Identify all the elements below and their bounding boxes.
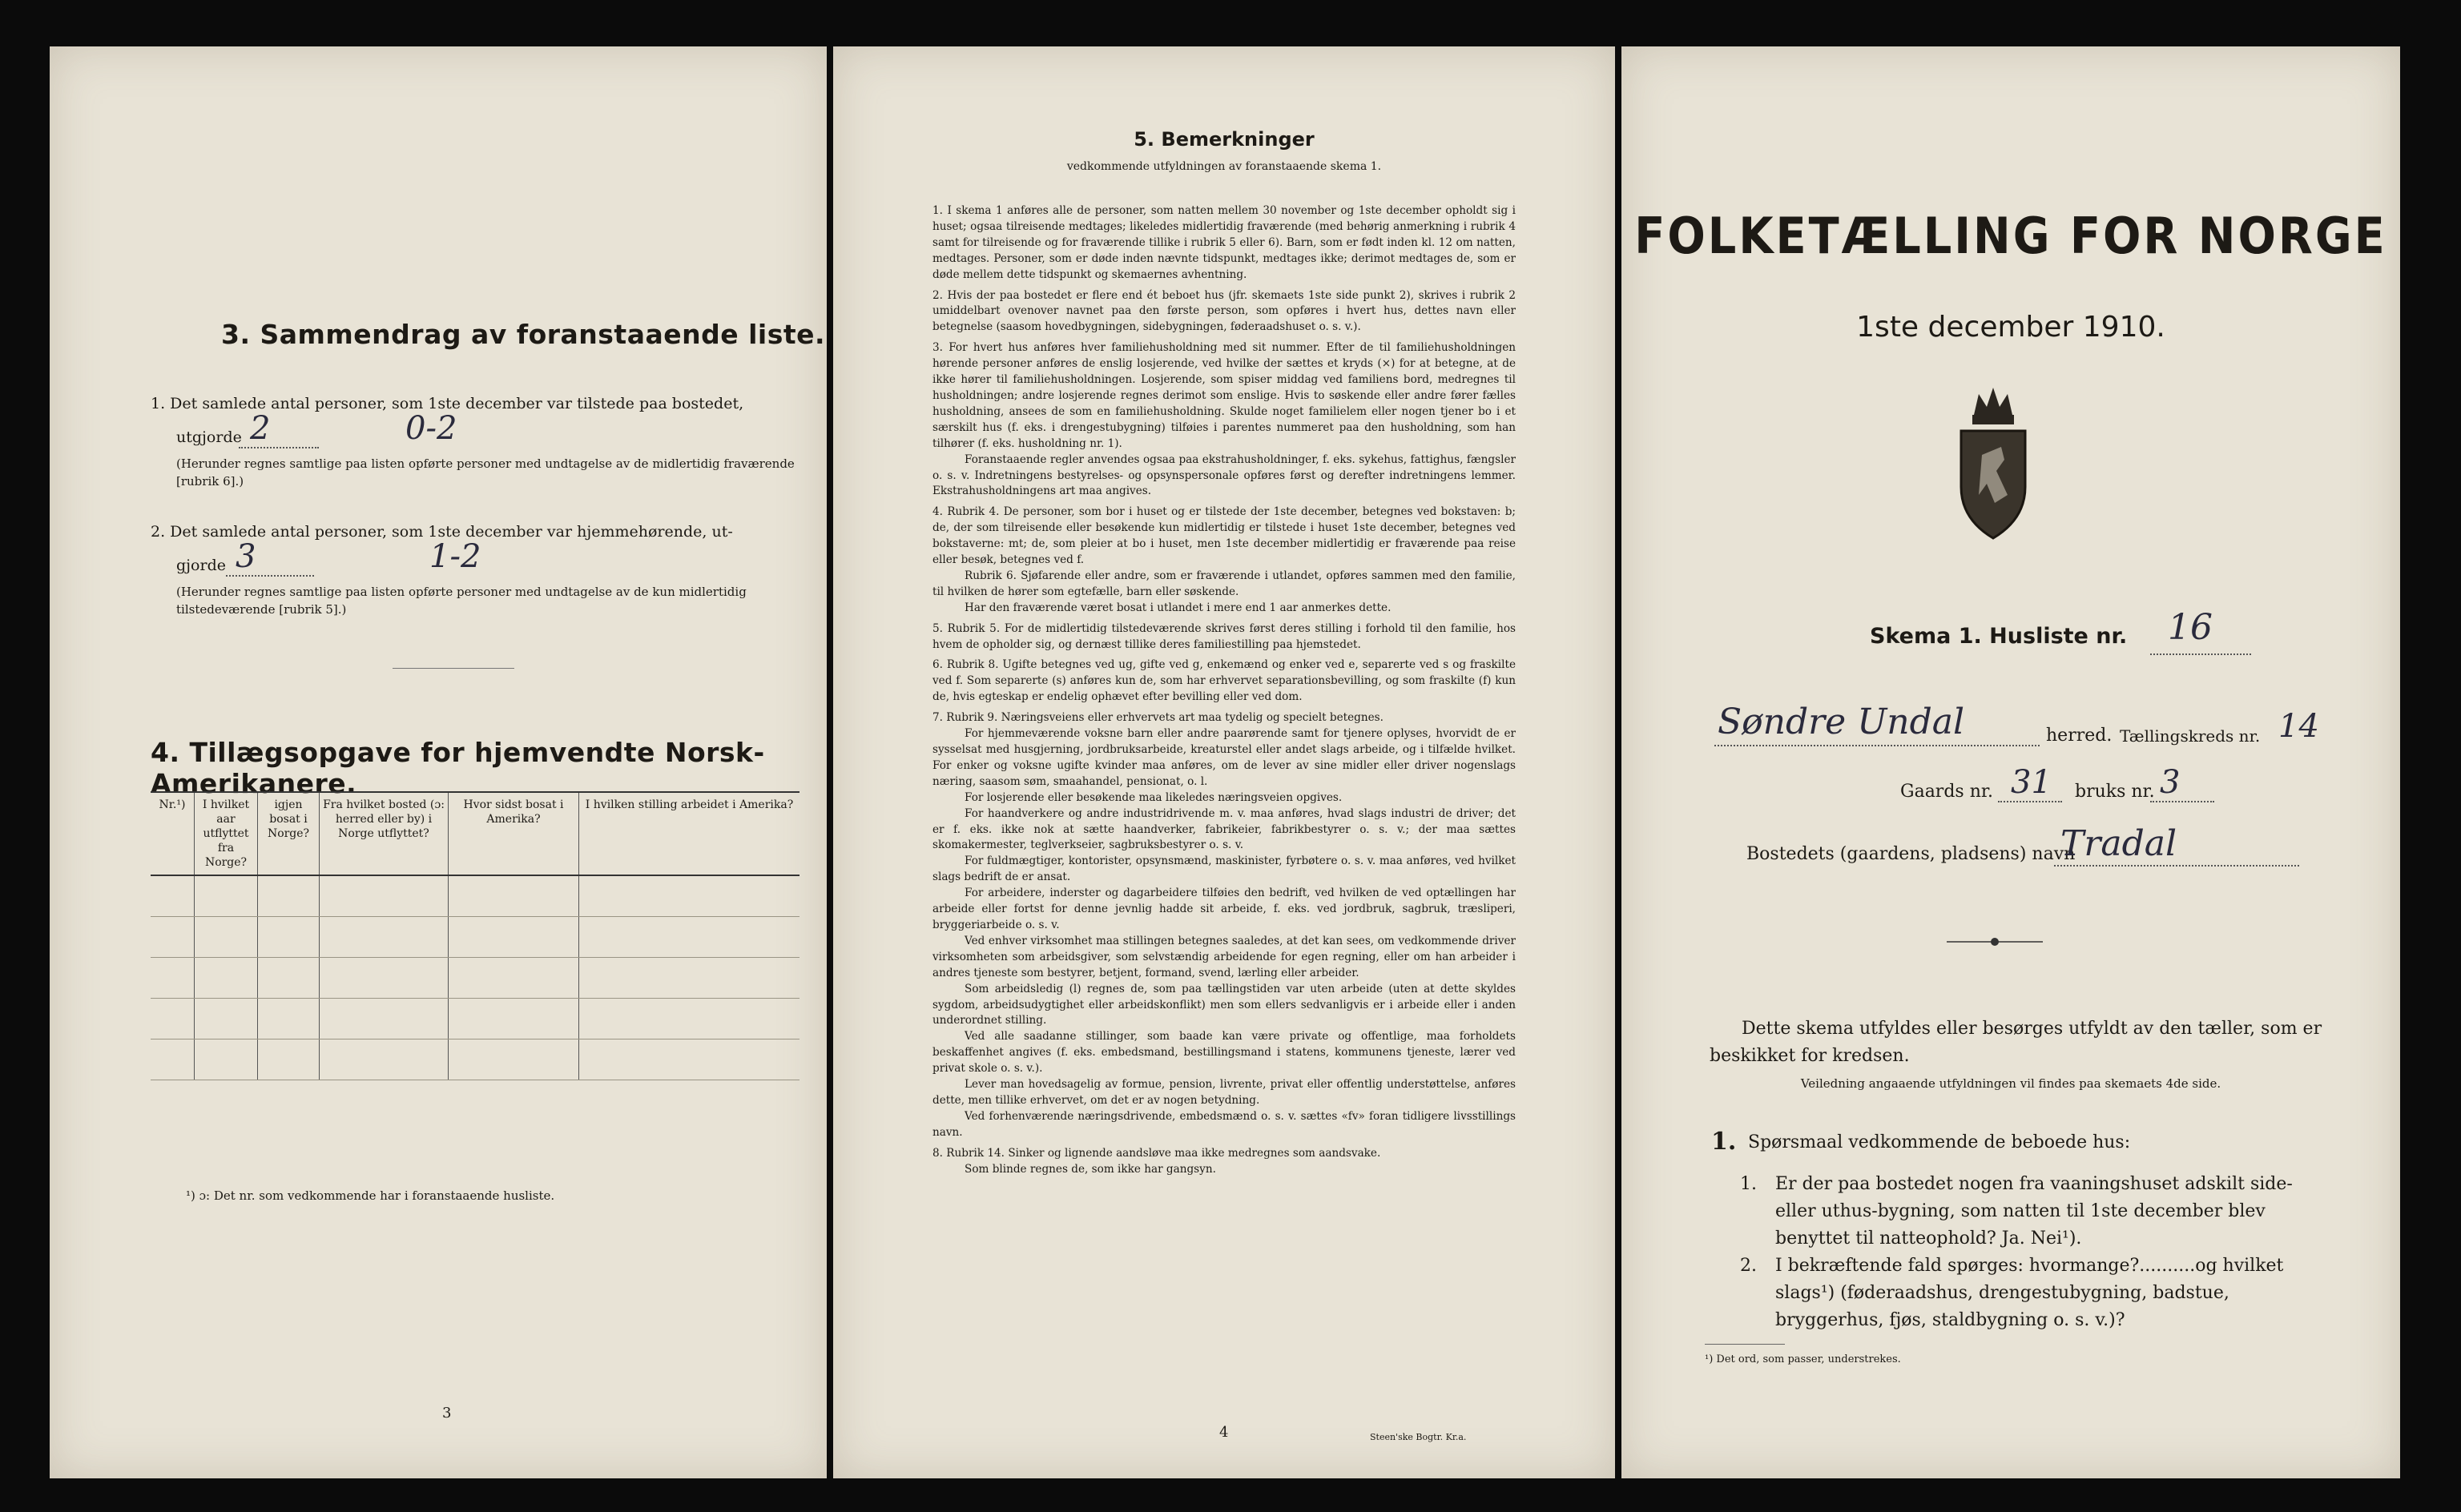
table-row bbox=[151, 958, 800, 999]
herred-value: Søndre Undal bbox=[1718, 702, 1965, 742]
page-number: 3 bbox=[442, 1405, 452, 1422]
herred-dotline bbox=[1714, 745, 2040, 746]
summary-item-1-label: utgjorde bbox=[176, 428, 242, 446]
bosted-value: Tradal bbox=[2060, 823, 2177, 864]
husliste-dotline bbox=[2150, 653, 2251, 655]
gaards-value: 31 bbox=[2011, 764, 2052, 801]
table-header: I hvilken stilling arbeidet i Amerika? bbox=[579, 792, 800, 875]
remark: Foranstaaende regler anvendes ogsaa paa ekstrahusholdninger, f. eks. sykehus, fattighus, fængsler o. s. v. Indretningens bestyrelses- og opsynspersonale opføres først og derefter indretningens lemmer. Ekstrahusholdningens art maa angives. bbox=[932, 452, 1516, 498]
instruction-small: Veiledning angaaende utfyldningen vil findes paa skemaets 4de side. bbox=[1800, 1076, 2221, 1091]
table-row bbox=[151, 875, 800, 917]
question-2: I bekræftende fald spørges: hvormange?..........og hvilket slags¹) (føderaadshus, drengestubygning, badstue, bryggerhus, fjøs, staldbygning o. s. v.)? bbox=[1775, 1256, 2284, 1330]
table-row bbox=[151, 1040, 800, 1080]
bruks-value: 3 bbox=[2160, 764, 2181, 801]
remark: 6. Rubrik 8. Ugifte betegnes ved ug, gifte ved g, enkemænd og enker ved e, separerte ved s og fraskilte ved f. Som separerte (s) anføres kun de, som har erhvervet separationsbevilling, og som fraskilte (f) kun de, hvis egteskap er endelig ophævet efter bevilling eller ved dom. bbox=[932, 658, 1516, 704]
bosted-label: Bostedets (gaardens, pladsens) navn bbox=[1746, 844, 2076, 864]
remark: 1. I skema 1 anføres alle de personer, som natten mellem 30 november og 1ste december opholdt sig i huset; ogsaa tilreisende medtages; likeledes midlertidig fraværende (med behørig anmerkning i rubrik 4 samt for tilreisende og for fraværende tillike i rubrik 5 eller 6). Barn, som er født inden kl. 12 om natten, medtages. Personer, som er døde inden nævnte tidspunkt, medtages ikke; derimot medtages de, som er døde mellem dette tidspunkt og skemaernes avhentning. bbox=[932, 204, 1516, 281]
table-header: igjen bosat i Norge? bbox=[258, 792, 320, 875]
question-2-number: 2. bbox=[1740, 1256, 1757, 1276]
footnote: ¹) Det ord, som passer, understrekes. bbox=[1705, 1353, 1901, 1365]
remark: For losjerende eller besøkende maa likeledes næringsveien opgives. bbox=[965, 790, 1343, 804]
herred-label: herred. bbox=[2046, 726, 2113, 746]
table-header: Fra hvilket bosted (ɔ: herred eller by) i Norge utflyttet? bbox=[320, 792, 449, 875]
bruks-label: bruks nr. bbox=[2075, 782, 2155, 802]
norsk-amerikanere-table bbox=[151, 791, 800, 1080]
gaards-label: Gaards nr. bbox=[1900, 782, 1993, 802]
remark: For hjemmeværende voksne barn eller andre paarørende samt for tjenere oplyses, hvorvidt de er sysselsat med husgjerning, jordbruksarbeide, kreaturstel eller andet slags arbeide, og i tilfælde hvilket. For enker og voksne ugifte kvinder maa anføres, om de lever av sine midler eller driver nogenslags næring, saasom søm, smaahandel, pensionat, o. l. bbox=[932, 727, 1516, 788]
remark: Ved alle saadanne stillinger, som baade kan være private og offentlige, maa forholdets beskaffenhet angives (f. eks. embedsmand, bestillingsmand i statens, kommunens tjeneste, lærer ved privat skole o. s. v.). bbox=[932, 1030, 1516, 1076]
summary-item-2-note-text: (Herunder regnes samtlige paa listen opførte personer med undtagelse av de kun midlertidig tilstedeværende [rubrik 5].) bbox=[176, 585, 747, 617]
page-left bbox=[50, 46, 827, 1478]
remark: Ved forhenværende næringsdrivende, embedsmænd o. s. v. sættes «fv» foran tidligere livsstillings navn. bbox=[932, 1109, 1516, 1139]
section-3-title: 3. Sammendrag av foranstaaende liste. bbox=[221, 319, 826, 350]
remark: For fuldmægtiger, kontorister, opsynsmænd, maskinister, fyrbøtere o. s. v. maa anføres, ved hvilket slags bedrift de er ansat. bbox=[932, 855, 1516, 884]
remark: Rubrik 6. Sjøfarende eller andre, som er fraværende i utlandet, opføres sammen med den familie, til hvilken de hører som egtefælle, barn eller søskende. bbox=[932, 569, 1516, 598]
remark: 8. Rubrik 14. Sinker og lignende aandsløve maa ikke medregnes som aandsvake. bbox=[932, 1146, 1381, 1160]
page-right bbox=[1621, 46, 2400, 1478]
remark: 7. Rubrik 9. Næringsveiens eller erhvervets art maa tydelig og specielt betegnes. bbox=[932, 711, 1384, 725]
gaards-dotline bbox=[1998, 801, 2062, 802]
summary-item-1-dotline bbox=[239, 447, 319, 448]
section-4-title: 4. Tillægsopgave for hjemvendte Norsk-Amerikanere. bbox=[151, 737, 765, 799]
summary-item-2-note: 1-2 bbox=[429, 538, 481, 575]
remarks-title: 5. Bemerkninger bbox=[1134, 128, 1315, 151]
remark: 3. For hvert hus anføres hver familiehusholdning med sit nummer. Efter de til familiehusholdningen hørende personer anføres de enslig losjerende, ved hvilke der sættes et kryds (×) for at betegne, at de ikke hører til familiehusholdningen. Losjerende, som spiser middag ved familiens bord, medregnes til husholdningen; andre losjerende regnes derimot som enslige. Hvis to søskende eller andre fører fælles husholdning, ansees de som en familiehusholdning. Skulde noget familielem eller nogen tjener bo i et særskilt hus (f. eks. i drengestubygning) tilføies i parentes nummeret paa den husholdning, som han tilhører (f. eks. husholdning nr. 1). bbox=[932, 341, 1516, 450]
husliste-number: 16 bbox=[2168, 607, 2213, 648]
table-header: I hvilket aar utflyttet fra Norge? bbox=[195, 792, 258, 875]
table-row bbox=[151, 999, 800, 1040]
summary-item-2-label: gjorde bbox=[176, 557, 226, 574]
table-row bbox=[151, 917, 800, 958]
printer-mark: Steen'ske Bogtr. Kr.a. bbox=[1370, 1432, 1467, 1442]
ornament-divider-icon bbox=[1947, 932, 2043, 951]
skema-label: Skema 1. Husliste nr. bbox=[1870, 624, 2128, 649]
page-number: 4 bbox=[1219, 1424, 1229, 1441]
summary-item-1-note: 0-2 bbox=[405, 410, 457, 447]
remarks-subtitle: vedkommende utfyldningen av foranstaaende skema 1. bbox=[1066, 160, 1382, 173]
summary-item-1-value: 2 bbox=[250, 410, 271, 447]
remark: Lever man hovedsagelig av formue, pension, livrente, privat eller offentlig understøttelse, anføres dette, men tillike erhvervet, om det er av nogen betydning. bbox=[932, 1078, 1516, 1107]
remark: For haandverkere og andre industridrivende m. v. maa anføres, hvad slags industri de driver; det er f. eks. ikke nok at sætte haandverker, fabrikeier, fabrikbestyrer o. s. v.; der maa sættes skomakermester, teglverkseier, sagbruksbestyrer o. s. v. bbox=[932, 806, 1516, 852]
remark: 5. Rubrik 5. For de midlertidig tilstedeværende skrives først deres stilling i forhold til den familie, hos hvem de opholder sig, og dernæst tillike deres familiestilling paa hjemstedet. bbox=[932, 621, 1516, 651]
table-footnote: ¹) ɔ: Det nr. som vedkommende har i foranstaaende husliste. bbox=[186, 1188, 555, 1203]
question-1-number: 1. bbox=[1740, 1174, 1757, 1194]
summary-item-2-dotline bbox=[226, 575, 314, 577]
footnote-rule bbox=[1705, 1344, 1785, 1345]
question-section-number: 1. bbox=[1711, 1128, 1737, 1156]
question-1: Er der paa bostedet nogen fra vaaningshuset adskilt side- eller uthus-bygning, som natten til 1ste december blev benyttet til natteophold? Ja. Nei¹). bbox=[1775, 1174, 2293, 1249]
kreds-value: 14 bbox=[2278, 708, 2319, 745]
census-title: FOLKETÆLLING FOR NORGE bbox=[1634, 207, 2387, 265]
census-date: 1ste december 1910. bbox=[1856, 311, 2165, 344]
remark: 2. Hvis der paa bostedet er flere end ét beboet hus (jfr. skemaets 1ste side punkt 2), skrives i rubrik 2 umiddelbart ovenover navnet paa den første person, som opføres i hvert hus, dettes navn eller betegnelse (saasom hovedbygningen, sidebygningen, føderaadshuset o. s. v.). bbox=[932, 288, 1516, 334]
remark: Har den fraværende været bosat i utlandet i mere end 1 aar anmerkes dette. bbox=[965, 601, 1392, 614]
remark: Ved enhver virksomhet maa stillingen betegnes saaledes, at det kan sees, om vedkommende driver virksomheten som arbeidsgiver, som selvstændig arbeidende for egen regning, eller om han arbeider i andres tjeneste som bestyrer, betjent, formand, svend, lærling eller arbeider. bbox=[932, 934, 1516, 979]
table-header: Nr.¹) bbox=[151, 792, 195, 875]
instruction-text: Dette skema utfyldes eller besørges utfyldt av den tæller, som er beskikket for kredsen. bbox=[1710, 1019, 2322, 1066]
table-header: Hvor sidst bosat i Amerika? bbox=[449, 792, 579, 875]
divider bbox=[393, 668, 514, 669]
remark: For arbeidere, inderster og dagarbeidere tilføies den bedrift, ved hvilken de ved optællingen har arbeide eller fortst for denne jevnlig hadde sit arbeide, f. eks. ved jordbruk, sagbruk, træsliperi, bryggeriarbeide o. s. v. bbox=[932, 887, 1516, 931]
remark: Som arbeidsledig (l) regnes de, som paa tællingstiden var uten arbeide (uten at dette skyldes sygdom, arbeidsudygtighet eller arbeidskonflikt) men som ellers sedvanligvis er i arbeide eller i anden underordnet stilling. bbox=[932, 982, 1516, 1027]
summary-item-1-note-text: (Herunder regnes samtlige paa listen opførte personer med undtagelse av de midlertidig fraværende [rubrik 6].) bbox=[176, 456, 795, 489]
summary-item-2-value: 3 bbox=[236, 538, 256, 575]
summary-item-2: 2. Det samlede antal personer, som 1ste december var hjemmehørende, ut- bbox=[151, 523, 733, 541]
coat-of-arms-icon bbox=[1955, 383, 2032, 543]
kreds-label: Tællingskreds nr. bbox=[2120, 726, 2261, 746]
bosted-dotline bbox=[2054, 865, 2299, 867]
summary-item-1: 1. Det samlede antal personer, som 1ste december var tilstede paa bostedet, bbox=[151, 395, 744, 412]
bruks-dotline bbox=[2150, 801, 2214, 802]
remarks-list bbox=[932, 203, 1516, 1177]
page-middle bbox=[833, 46, 1615, 1478]
remark: Som blinde regnes de, som ikke har gangsyn. bbox=[965, 1162, 1216, 1176]
question-section-title: Spørsmaal vedkommende de beboede hus: bbox=[1748, 1132, 2131, 1152]
remark: 4. Rubrik 4. De personer, som bor i huset og er tilstede der 1ste december, betegnes ved bokstaven: b; de, der som tilreisende eller besøkende kun midlertidig er tilstede i huset 1ste december, betegnes ved bokstaverne: mt; de, som pleier at bo i huset, men 1ste december midlertidig er fraværende paa reise eller besøk, betegnes ved f. bbox=[932, 505, 1516, 567]
